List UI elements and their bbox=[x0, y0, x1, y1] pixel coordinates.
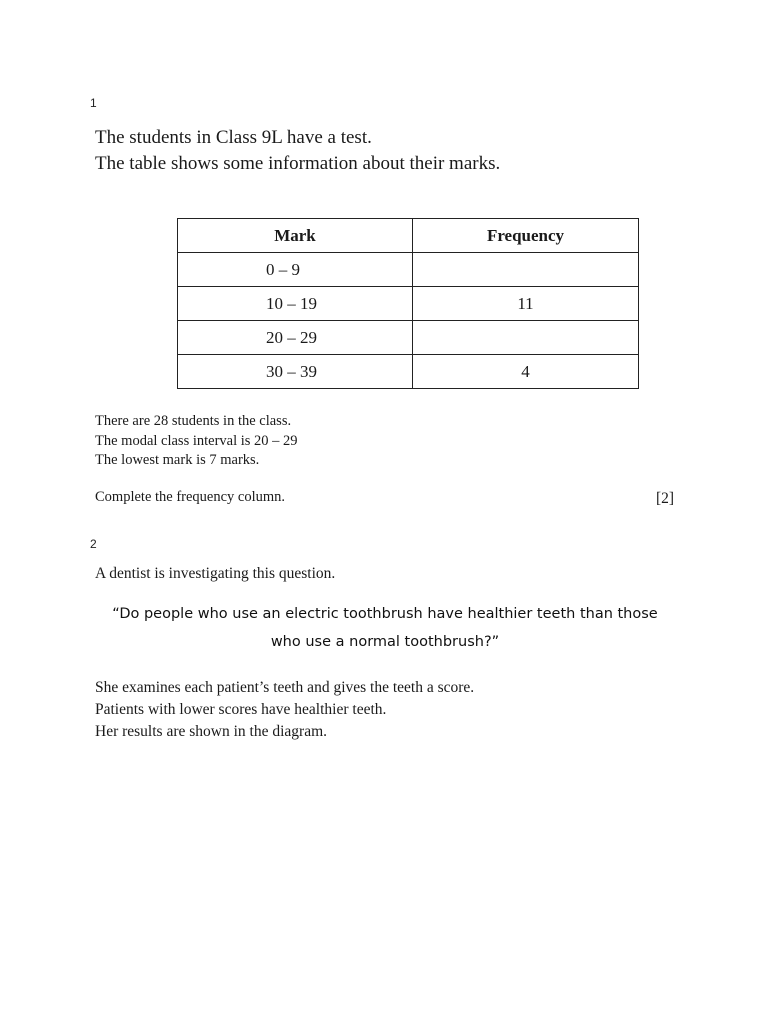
fact-line: There are 28 students in the class. bbox=[95, 413, 292, 429]
fact-line: The modal class interval is 20 – 29 bbox=[95, 432, 298, 449]
question-1-facts bbox=[95, 412, 298, 471]
question-1-marks: [2] bbox=[656, 490, 675, 507]
mark-cell: 10 – 19 bbox=[178, 287, 413, 321]
body-line: Patients with lower scores have healthier teeth. bbox=[95, 701, 387, 718]
mark-cell: 0 – 9 bbox=[178, 253, 413, 287]
table-row bbox=[178, 253, 639, 287]
table-row bbox=[178, 321, 639, 355]
question-2-intro: A dentist is investigating this question. bbox=[95, 565, 336, 582]
question-2-quote bbox=[90, 600, 680, 656]
mark-cell: 30 – 39 bbox=[178, 355, 413, 389]
column-header-frequency: Frequency bbox=[413, 219, 639, 253]
frequency-cell: 4 bbox=[413, 355, 639, 389]
intro-line: The table shows some information about their marks. bbox=[95, 153, 501, 174]
question-1-number: 1 bbox=[90, 96, 97, 110]
question-1-instruction: Complete the frequency column. bbox=[95, 489, 286, 505]
frequency-cell[interactable] bbox=[413, 253, 639, 287]
quote-line: who use a normal toothbrush?” bbox=[270, 634, 500, 650]
mark-cell: 20 – 29 bbox=[178, 321, 413, 355]
question-1-intro bbox=[95, 125, 500, 177]
table-header-row bbox=[178, 219, 639, 253]
body-line: She examines each patient’s teeth and gives the teeth a score. bbox=[95, 679, 475, 696]
frequency-cell[interactable] bbox=[413, 321, 639, 355]
question-2-body bbox=[95, 677, 474, 743]
quote-line: “Do people who use an electric toothbrush have healthier teeth than those bbox=[112, 606, 658, 622]
table-row bbox=[178, 287, 639, 321]
column-header-mark: Mark bbox=[178, 219, 413, 253]
intro-line: The students in Class 9L have a test. bbox=[95, 127, 372, 148]
fact-line: The lowest mark is 7 marks. bbox=[95, 452, 260, 468]
body-line: Her results are shown in the diagram. bbox=[95, 723, 328, 740]
question-2-number: 2 bbox=[90, 537, 97, 551]
table-row bbox=[178, 355, 639, 389]
frequency-cell: 11 bbox=[413, 287, 639, 321]
frequency-table bbox=[177, 218, 639, 389]
